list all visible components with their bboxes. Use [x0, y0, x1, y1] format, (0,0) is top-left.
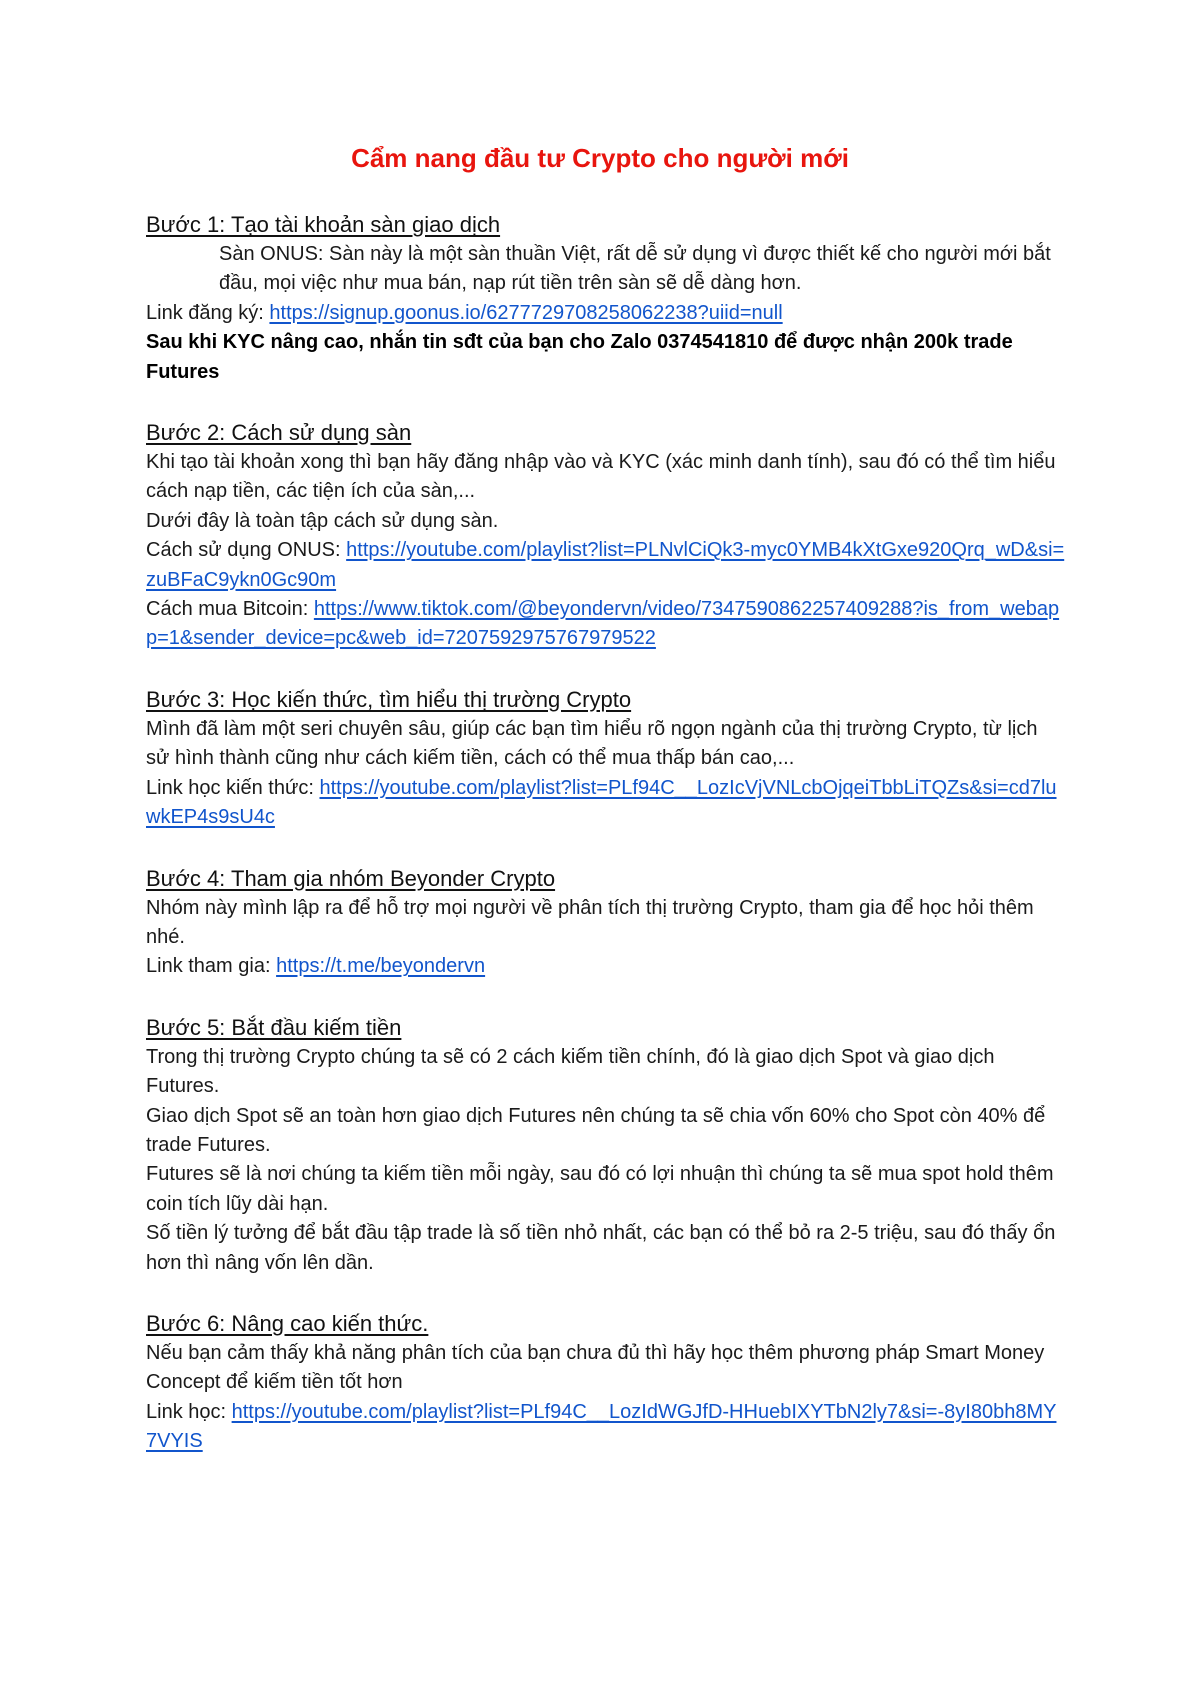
- step-6-section: [146, 1309, 1066, 1457]
- step-6-link-label: Link học:: [146, 1400, 232, 1423]
- step-5-paragraph-4: Số tiền lý tưởng để bắt đầu tập trade là số tiền nhỏ nhất, các bạn có thể bỏ ra 2-5 triệu, sau đó thấy ổn hơn thì nâng vốn lên dần.: [146, 1222, 1056, 1274]
- page-title: Cẩm nang đầu tư Crypto cho người mới: [351, 143, 849, 173]
- step-4-section: [146, 864, 1066, 982]
- step-1-link-line: [146, 299, 1066, 328]
- step-4-paragraph-1: Nhóm này mình lập ra để hỗ trợ mọi người về phân tích thị trường Crypto, tham gia để học hỏi thêm nhé.: [146, 896, 1034, 948]
- knowledge-playlist-link[interactable]: https://youtube.com/playlist?list=PLf94C__LozIcVjVNLcbOjqeiTbbLiTQZs&si=cd7luwkEP4s9sU4c: [146, 776, 1057, 829]
- step-3-link-line: [146, 774, 1066, 833]
- buy-bitcoin-link[interactable]: https://www.tiktok.com/@beyondervn/video/7347590862257409288?is_from_webapp=1&sender_device=pc&web_id=7207592975767979522: [146, 598, 1060, 650]
- step-3-heading: Bước 3: Học kiến thức, tìm hiểu thị trường Crypto: [146, 686, 632, 712]
- step-1-link-label: Link đăng ký:: [146, 301, 270, 324]
- step-5-paragraph-2: Giao dịch Spot sẽ an toàn hơn giao dịch Futures nên chúng ta sẽ chia vốn 60% cho Spot còn 40% để trade Futures.: [146, 1104, 1046, 1156]
- telegram-group-link[interactable]: https://t.me/beyondervn: [276, 955, 486, 978]
- smc-playlist-link[interactable]: https://youtube.com/playlist?list=PLf94C__LozIdWGJfD-HHuebIXYTbN2ly7&si=-8yI80bh8MY7VYIS: [146, 1400, 1057, 1453]
- step-3-section: [146, 685, 1066, 833]
- step-1-note: Sau khi KYC nâng cao, nhắn tin sđt của bạn cho Zalo 0374541810 để được nhận 200k trade Futures: [146, 331, 1013, 383]
- onus-guide-link[interactable]: https://youtube.com/playlist?list=PLNvlCiQk3-myc0YMB4kXtGxe920Qrq_wD&si=zuBFaC9ykn0Gc90m: [146, 539, 1065, 591]
- step-5-paragraph-1: Trong thị trường Crypto chúng ta sẽ có 2 cách kiếm tiền chính, đó là giao dịch Spot và giao dịch Futures.: [146, 1045, 995, 1098]
- signup-link[interactable]: https://signup.goonus.io/6277729708258062238?uiid=null: [269, 301, 783, 324]
- step-4-link-line: [146, 952, 1066, 981]
- document-body: [146, 210, 1066, 1488]
- step-1-intro: Sàn ONUS: Sàn này là một sàn thuần Việt, rất dễ sử dụng vì được thiết kế cho người mới bắt đầu, mọi việc như mua bán, nạp rút tiền trên sàn sẽ dễ dàng hơn.: [219, 243, 1051, 295]
- step-2-link-2-line: [146, 595, 1066, 654]
- step-3-paragraph-1: Mình đã làm một seri chuyên sâu, giúp các bạn tìm hiểu rõ ngọn ngành của thị trường Crypto, từ lịch sử hình thành cũng như cách kiếm tiền, cách có thể mua thấp bán cao,...: [146, 717, 1038, 770]
- step-6-heading: Bước 6: Nâng cao kiến thức.: [146, 1310, 429, 1336]
- step-2-heading: Bước 2: Cách sử dụng sàn: [146, 420, 412, 446]
- step-2-section: [146, 418, 1066, 654]
- step-2-link-2-label: Cách mua Bitcoin:: [146, 598, 314, 621]
- step-5-section: [146, 1013, 1066, 1278]
- step-2-paragraph-2: Dưới đây là toàn tập cách sử dụng sàn.: [146, 509, 499, 532]
- step-6-link-line: [146, 1398, 1066, 1457]
- step-3-link-label: Link học kiến thức:: [146, 776, 320, 799]
- step-2-link-1-line: [146, 536, 1066, 595]
- step-1-heading: Bước 1: Tạo tài khoản sàn giao dịch: [146, 212, 501, 237]
- step-6-paragraph-1: Nếu bạn cảm thấy khả năng phân tích của bạn chưa đủ thì hãy học thêm phương pháp Smart Money Concept để kiếm tiền tốt hơn: [146, 1341, 1045, 1394]
- step-4-heading: Bước 4: Tham gia nhóm Beyonder Crypto: [146, 865, 556, 891]
- step-5-heading: Bước 5: Bắt đầu kiếm tiền: [146, 1014, 402, 1040]
- step-1-section: [146, 210, 1066, 387]
- step-5-paragraph-3: Futures sẽ là nơi chúng ta kiếm tiền mỗi ngày, sau đó có lợi nhuận thì chúng ta sẽ mua spot hold thêm coin tích lũy dài hạn.: [146, 1163, 1054, 1215]
- step-4-link-label: Link tham gia:: [146, 955, 277, 978]
- step-2-link-1-label: Cách sử dụng ONUS:: [146, 539, 347, 562]
- step-2-paragraph-1: Khi tạo tài khoản xong thì bạn hãy đăng nhập vào và KYC (xác minh danh tính), sau đó có thể tìm hiểu cách nạp tiền, các tiện ích của sàn,...: [146, 451, 1056, 503]
